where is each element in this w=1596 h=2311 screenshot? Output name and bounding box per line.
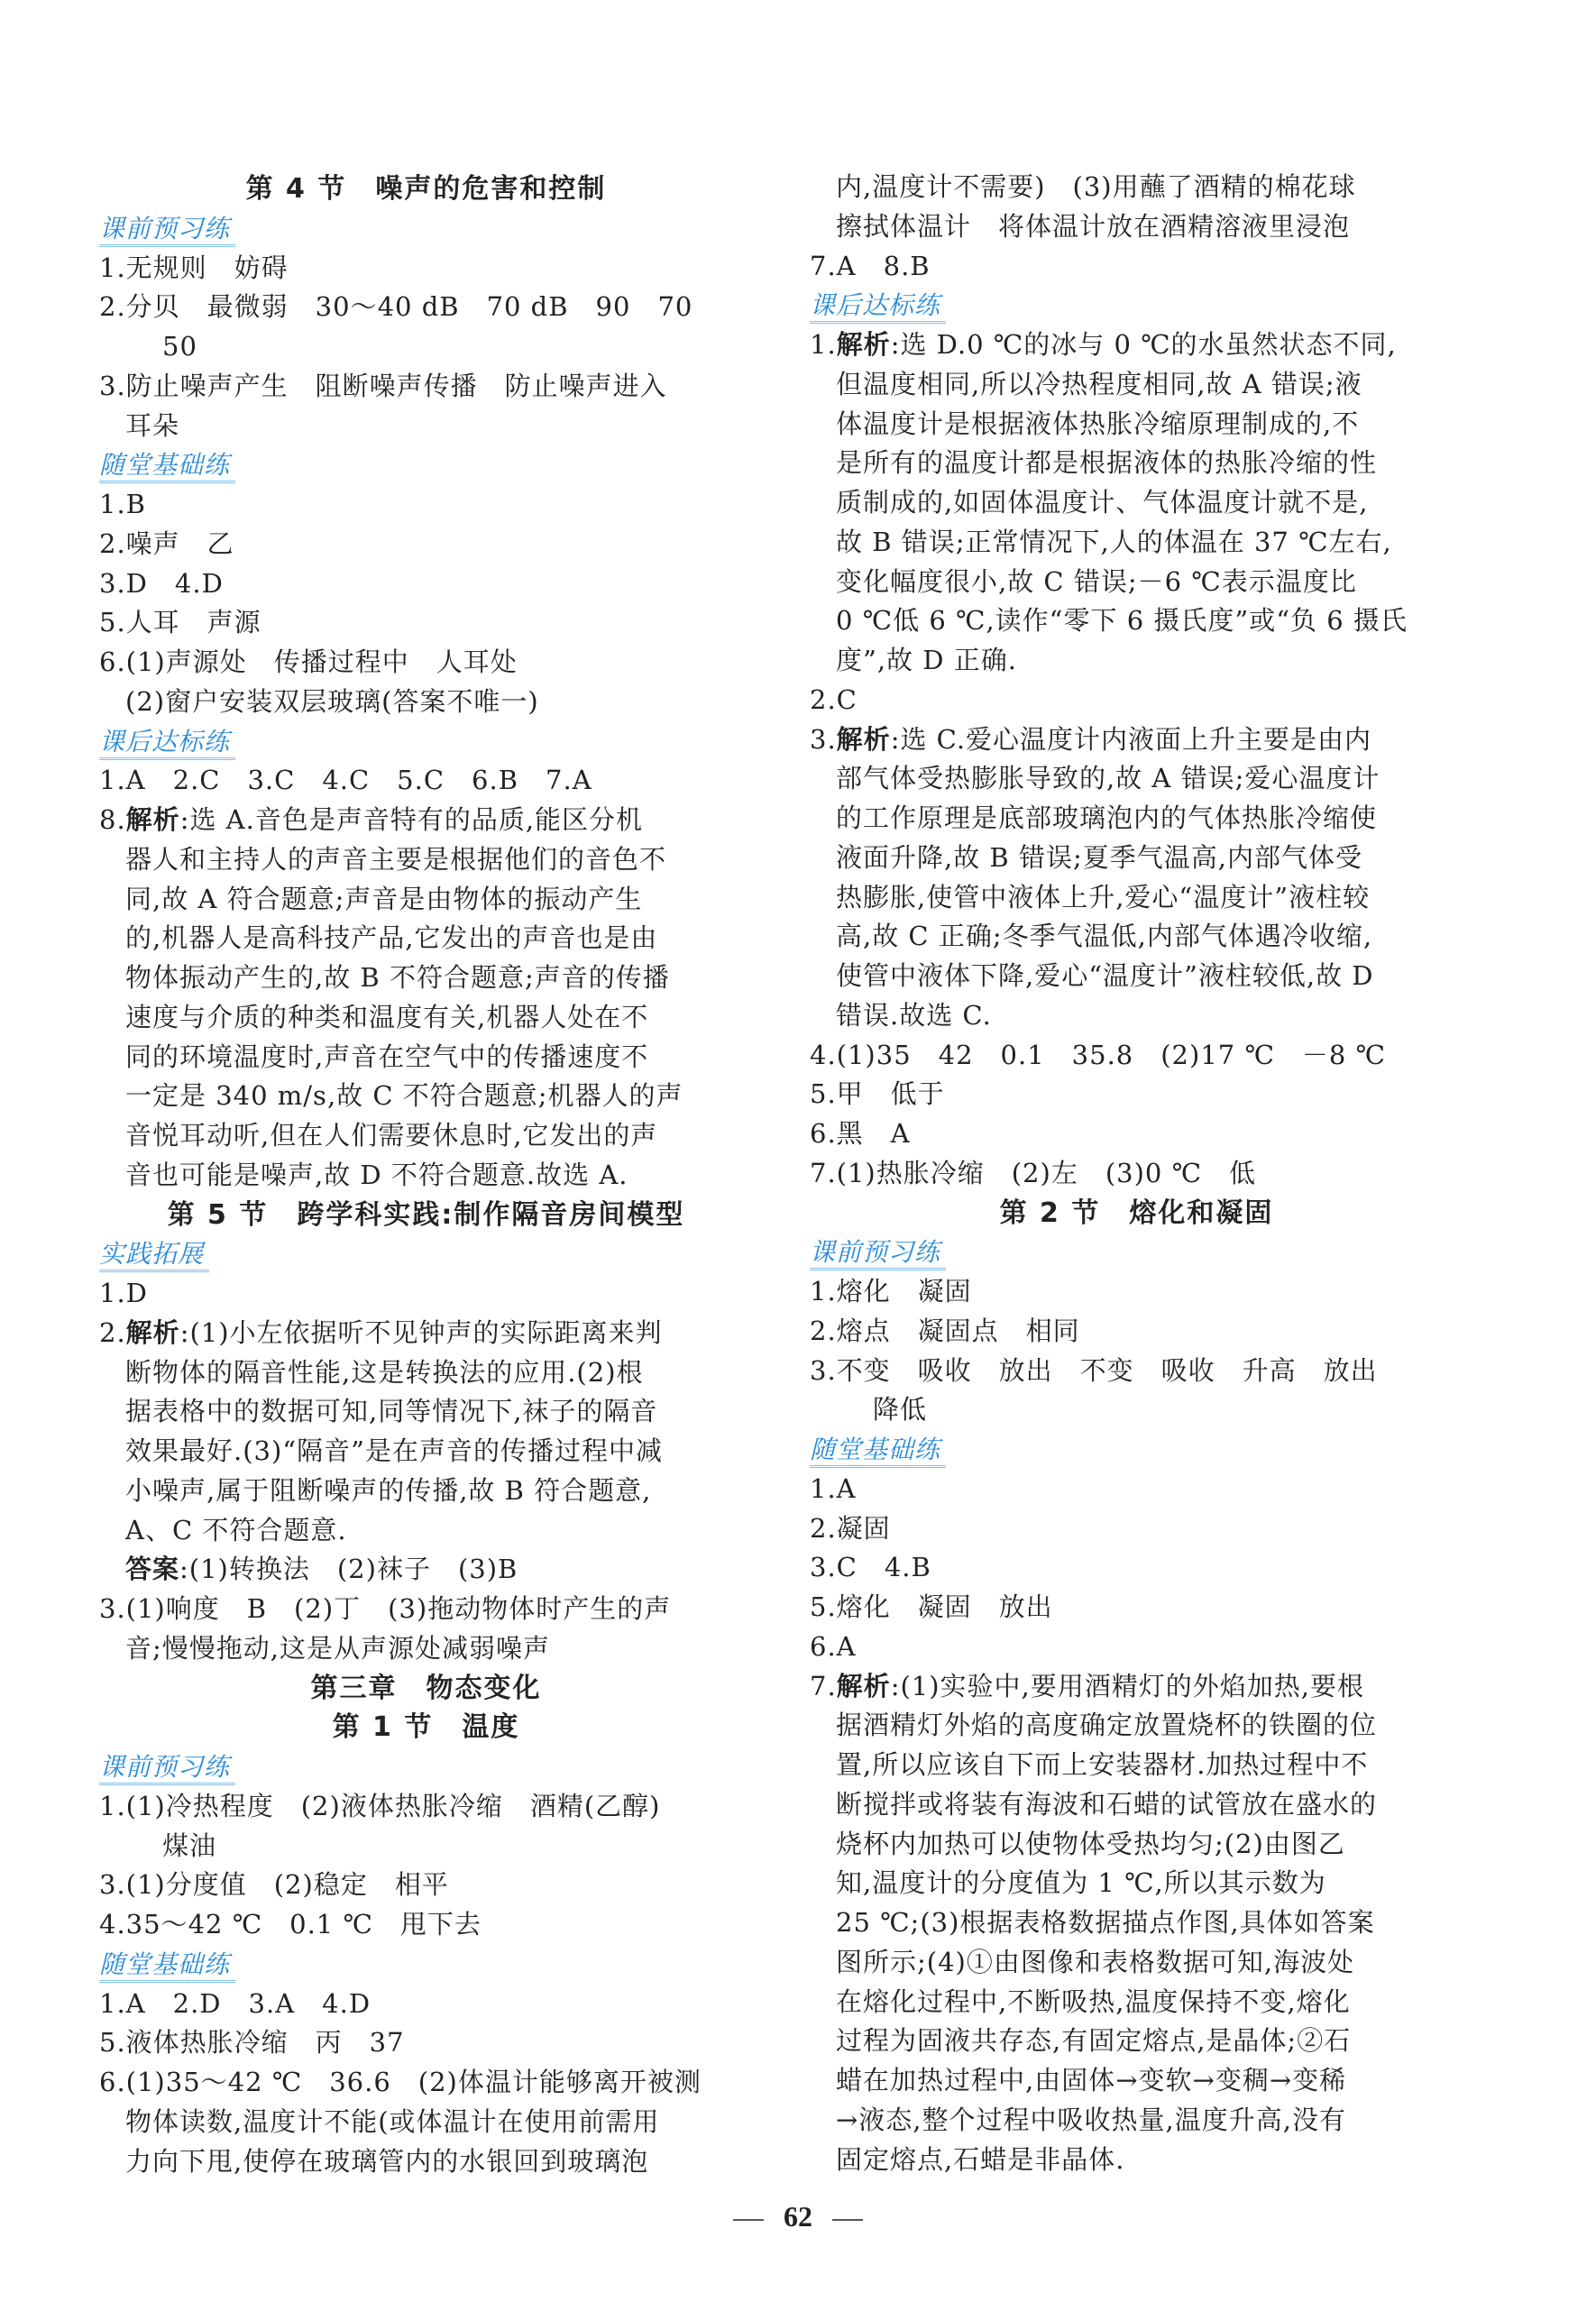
answer-line: 4.(1)35 42 0.1 35.8 (2)17 ℃ －8 ℃ <box>810 1039 1386 1070</box>
answer-continuation: 错误.故选 C. <box>836 999 992 1031</box>
answer-continuation: 质制成的,如固体温度计、气体温度计就不是, <box>836 487 1369 518</box>
section-title: 第三章 物态变化 <box>310 1672 542 1704</box>
answer-continuation: 高,故 C 正确;冬季气温低,内部气体遇冷收缩, <box>836 921 1373 952</box>
answer-line: 2.噪声 乙 <box>99 527 234 559</box>
answer-line: 5.甲 低于 <box>810 1078 945 1110</box>
answer-continuation: 断搅拌或将装有海波和石蜡的试管放在盛水的 <box>836 1788 1378 1820</box>
page-number: 62 <box>784 2200 812 2233</box>
answer-line: 6.黑 A <box>810 1118 911 1149</box>
answer-text: :选 A.音色是声音特有的品质,能区分机 <box>179 804 644 835</box>
answer-continuation: 体温度计是根据液体热胀冷缩原理制成的,不 <box>836 408 1360 439</box>
answer-continuation: 50 <box>162 331 197 362</box>
answer-text: :(1)转换法 (2)袜子 (3)B <box>179 1554 518 1585</box>
answer-line: 3.(1)响度 B (2)丁 (3)拖动物体时产生的声 <box>99 1593 672 1624</box>
answer-line: 1.A 2.C 3.C 4.C 5.C 6.B 7.A <box>99 765 592 796</box>
answer-line: 6.A <box>810 1630 857 1662</box>
answer-continuation: 但温度相同,所以冷热程度相同,故 A 错误;液 <box>836 368 1362 399</box>
answer-line: 3.(1)分度值 (2)稳定 相平 <box>99 1869 449 1901</box>
answer-line: 2.C <box>810 683 858 715</box>
section-title: 第 4 节 噪声的危害和控制 <box>245 173 607 205</box>
answer-line: 5.液体热胀冷缩 丙 37 <box>99 2027 405 2059</box>
exercise-heading-label: 随堂基础练 <box>99 1949 235 1983</box>
answer-number: 7. <box>810 1670 837 1701</box>
answer-continuation: 的工作原理是底部玻璃泡内的气体热胀冷缩使 <box>836 802 1378 833</box>
footer-dash-left <box>733 2219 764 2221</box>
answer-continuation: 效果最好.(3)“隔音”是在声音的传播过程中减 <box>125 1435 663 1466</box>
exercise-heading-label: 课前预习练 <box>99 1752 235 1785</box>
answer-label: 解析 <box>836 723 891 755</box>
answer-line: 1.B <box>99 489 146 519</box>
answer-number: 2. <box>99 1316 126 1348</box>
answer-continuation: (2)窗户安装双层玻璃(答案不唯一) <box>125 685 539 717</box>
exercise-heading-label: 课后达标练 <box>810 290 946 324</box>
answer-continuation: 物体读数,温度计不能(或体温计在使用前需用 <box>125 2105 660 2137</box>
answer-line: 3.防止噪声产生 阻断噪声传播 防止噪声进入 <box>99 370 667 401</box>
answer-continuation: 25 ℃;(3)根据表格数据描点作图,具体如答案 <box>836 1907 1375 1938</box>
answer-line: 2.熔点 凝固点 相同 <box>810 1315 1080 1346</box>
section-title: 第 1 节 温度 <box>332 1711 520 1744</box>
answer-continuation: 的,机器人是高科技产品,它发出的声音也是由 <box>125 922 658 954</box>
answer-line: 1.D <box>99 1278 148 1308</box>
answer-continuation: 擦拭体温计 将体温计放在酒精溶液里浸泡 <box>836 210 1351 242</box>
answer-line: 1.A <box>810 1472 857 1504</box>
exercise-heading-label: 课前预习练 <box>810 1237 946 1270</box>
answer-continuation: 同的环境温度时,声音在空气中的传播速度不 <box>125 1041 649 1072</box>
answer-continuation: 音;慢慢拖动,这是从声源处减弱噪声 <box>125 1632 550 1664</box>
section-title: 第 5 节 跨学科实践:制作隔音房间模型 <box>167 1198 685 1231</box>
answer-continuation: 小噪声,属于阻断噪声的传播,故 B 符合题意, <box>125 1474 652 1506</box>
exercise-heading <box>99 1234 753 1274</box>
answer-text: :(1)小左依据听不见钟声的实际距离来判 <box>179 1316 663 1348</box>
answer-continuation: 据酒精灯外焰的高度确定放置烧杯的铁圈的位 <box>836 1710 1378 1741</box>
exercise-heading-label: 随堂基础练 <box>810 1435 946 1468</box>
answer-continuation: 据表格中的数据可知,同等情况下,袜子的隔音 <box>125 1396 658 1427</box>
exercise-heading-label: 课前预习练 <box>99 214 235 247</box>
answer-line: 4.35～42 ℃ 0.1 ℃ 甩下去 <box>99 1909 482 1940</box>
exercise-heading <box>99 1747 753 1787</box>
answer-continuation: 内,温度计不需要) (3)用蘸了酒精的棉花球 <box>836 171 1356 202</box>
answer-text: :选 D.0 ℃的冰与 0 ℃的水虽然状态不同, <box>890 329 1397 360</box>
answer-label: 解析 <box>125 1316 180 1348</box>
answer-line: 7.A 8.B <box>810 250 931 281</box>
right-column <box>810 168 1463 2179</box>
answer-continuation: 音悦耳动听,但在人们需要休息时,它发出的声 <box>125 1120 658 1151</box>
answer-text: :选 C.爱心温度计内液面上升主要是由内 <box>890 723 1372 755</box>
answer-continuation: 物体振动产生的,故 B 不符合题意;声音的传播 <box>125 962 670 993</box>
answer-continuation: 速度与介质的种类和温度有关,机器人处在不 <box>125 1001 649 1032</box>
answer-label: 答案 <box>125 1554 180 1585</box>
left-column <box>99 170 753 2181</box>
answer-line <box>99 801 753 840</box>
answer-number: 3. <box>810 723 837 755</box>
answer-number: 8. <box>99 804 126 835</box>
answer-continuation: 在熔化过程中,不断吸热,温度保持不变,熔化 <box>836 1985 1351 2017</box>
answer-line <box>810 326 1463 365</box>
answer-label: 解析 <box>125 804 180 835</box>
answer-line: 3.C 4.B <box>810 1552 931 1583</box>
answer-label: 解析 <box>836 1670 891 1701</box>
answer-label: 解析 <box>836 329 891 360</box>
answer-continuation: 固定熔点,石蜡是非晶体. <box>836 2143 1125 2175</box>
exercise-heading <box>810 286 1463 326</box>
answer-continuation: 器人和主持人的声音主要是根据他们的音色不 <box>125 843 667 875</box>
answer-line: 5.熔化 凝固 放出 <box>810 1591 1053 1622</box>
exercise-heading <box>99 209 753 249</box>
footer-dash-right <box>832 2219 863 2221</box>
answer-continuation <box>99 1550 753 1590</box>
answer-line: 1.(1)冷热程度 (2)液体热胀冷缩 酒精(乙醇) <box>99 1790 661 1821</box>
answer-continuation: 部气体受热膨胀导致的,故 A 错误;爱心温度计 <box>836 763 1380 794</box>
answer-line: 3.不变 吸收 放出 不变 吸收 升高 放出 <box>810 1354 1378 1386</box>
answer-continuation: →液态,整个过程中吸收热量,温度升高,没有 <box>836 2104 1346 2135</box>
answer-continuation: 烧杯内加热可以使物体受热均匀;(2)由图乙 <box>836 1828 1345 1859</box>
answer-line: 5.人耳 声源 <box>99 607 261 638</box>
exercise-heading <box>99 445 753 485</box>
answer-continuation: 0 ℃低 6 ℃,读作“零下 6 摄氏度”或“负 6 摄氏 <box>836 605 1408 637</box>
exercise-heading <box>99 1945 753 1985</box>
answer-continuation: 一定是 340 m/s,故 C 不符合题意;机器人的声 <box>125 1080 683 1112</box>
answer-line <box>810 720 1463 760</box>
answer-continuation: 是所有的温度计都是根据液体的热胀冷缩的性 <box>836 447 1378 479</box>
page-footer <box>0 2200 1596 2233</box>
exercise-heading-label: 随堂基础练 <box>99 450 235 483</box>
exercise-heading <box>99 722 753 762</box>
answer-continuation: 煤油 <box>162 1830 217 1861</box>
answer-line: 6.(1)35～42 ℃ 36.6 (2)体温计能够离开被测 <box>99 2067 702 2097</box>
answer-continuation: 降低 <box>873 1394 928 1426</box>
answer-continuation: 音也可能是噪声,故 D 不符合题意.故选 A. <box>125 1159 628 1190</box>
answer-continuation: 故 B 错误;正常情况下,人的体温在 37 ℃左右, <box>836 526 1392 557</box>
answer-line <box>810 1667 1463 1707</box>
exercise-heading <box>810 1430 1463 1470</box>
section-title: 第 2 节 熔化和凝固 <box>999 1197 1274 1229</box>
answer-continuation: 热膨胀,使管中液体上升,爱心“温度计”液柱较 <box>836 881 1371 912</box>
answer-continuation: 变化幅度很小,故 C 错误;－6 ℃表示温度比 <box>836 565 1357 597</box>
answer-line: 1.A 2.D 3.A 4.D <box>99 1987 371 2019</box>
answer-continuation: 知,温度计的分度值为 1 ℃,所以其示数为 <box>836 1867 1326 1899</box>
answer-line: 2.凝固 <box>810 1512 891 1544</box>
answer-line: 1.无规则 妨碍 <box>99 252 289 283</box>
answer-line: 3.D 4.D <box>99 567 224 599</box>
answer-line: 2.分贝 最微弱 30～40 dB 70 dB 90 70 <box>99 291 693 323</box>
answer-continuation: 蜡在加热过程中,由固体→变软→变稠→变稀 <box>836 2065 1347 2095</box>
answer-line: 6.(1)声源处 传播过程中 人耳处 <box>99 647 518 677</box>
answer-continuation: 同,故 A 符合题意;声音是由物体的振动产生 <box>125 883 643 914</box>
answer-continuation: 断物体的隔音性能,这是转换法的应用.(2)根 <box>125 1356 644 1388</box>
answer-line: 7.(1)热胀冷缩 (2)左 (3)0 ℃ 低 <box>810 1157 1257 1188</box>
answer-line: 1.熔化 凝固 <box>810 1276 972 1307</box>
exercise-heading-label: 实践拓展 <box>99 1239 209 1272</box>
answer-continuation: 图所示;(4)①由图像和表格数据可知,海波处 <box>836 1946 1355 1977</box>
answer-continuation: 过程为固液共存态,有固定熔点,是晶体;②石 <box>836 2025 1352 2057</box>
answer-continuation: 液面升降,故 B 错误;夏季气温高,内部气体受 <box>836 841 1362 873</box>
answer-line <box>99 1314 753 1353</box>
exercise-heading-label: 课后达标练 <box>99 727 235 760</box>
answer-text: :(1)实验中,要用酒精灯的外焰加热,要根 <box>890 1670 1364 1701</box>
answer-continuation: 力向下甩,使停在玻璃管内的水银回到玻璃泡 <box>125 2145 649 2177</box>
answer-continuation: A、C 不符合题意. <box>125 1514 347 1545</box>
answer-continuation: 置,所以应该自下而上安装器材.加热过程中不 <box>836 1749 1369 1780</box>
answer-continuation: 度”,故 D 正确. <box>836 645 1017 675</box>
answer-continuation: 使管中液体下降,爱心“温度计”液柱较低,故 D <box>836 960 1374 991</box>
answer-number: 1. <box>810 329 837 360</box>
exercise-heading <box>810 1233 1463 1272</box>
answer-continuation: 耳朵 <box>125 409 180 441</box>
